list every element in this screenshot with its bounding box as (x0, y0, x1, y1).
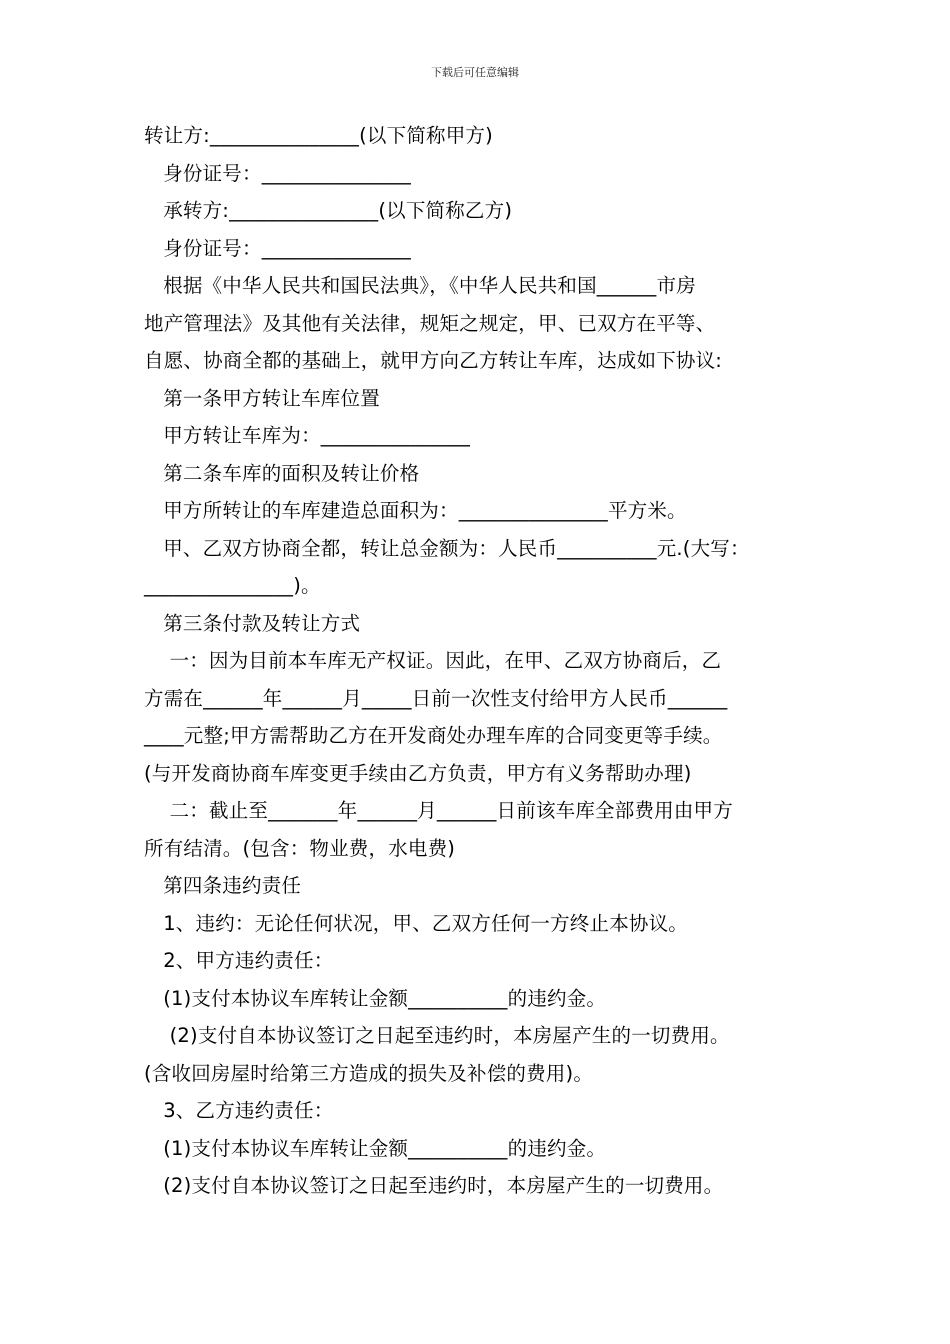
article-4-item-3-heading: 3、乙方违约责任： (144, 1099, 334, 1122)
transferee-id-line: 身份证号：_______________ (144, 236, 411, 260)
article-3-item-1-line-4: (与开发商协商车库变更手续由乙方负责，甲方有义务帮助办理) (144, 761, 692, 785)
article-4-heading: 第四条违约责任 (144, 874, 302, 897)
article-1-line: 甲方转让车库为：_______________ (144, 424, 471, 447)
article-3-item-1-line-1: 一：因为目前本车库无产权证。因此，在甲、乙双方协商后，乙 (144, 649, 722, 672)
article-2-area-line: 甲方所转让的车库建造总面积为：_______________平方米。 (144, 499, 687, 522)
preamble-line-1: 根据《中华人民共和国民法典》，《中华人民共和国______市房 (144, 274, 696, 297)
article-3-item-1-line-3: ____元整;甲方需帮助乙方在开发商处办理车库的合同变更等手续。 (144, 724, 723, 747)
article-1-heading: 第一条甲方转让车库位置 (144, 386, 380, 410)
article-3-item-2-line-1: 二：截止至_______年______月______日前该车库全部费用由甲方 (144, 799, 733, 822)
transferee-line: 承转方:_______________(以下简称乙方) (144, 199, 513, 222)
transferor-line: 转让方:_______________(以下简称甲方) (144, 124, 493, 147)
article-4-item-3-sub-1: (1)支付本协议车库转让金额__________的违约金。 (144, 1136, 607, 1160)
page-header: 下载后可任意编辑 (431, 66, 519, 79)
preamble-line-3: 自愿、协商全都的基础上，就甲方向乙方转让车库，达成如下协议: (144, 349, 723, 372)
article-4-item-1: 1、违约：无论任何状况，甲、乙双方任何一方终止本协议。 (144, 911, 689, 935)
article-4-item-2-sub-2-line-1: (2)支付自本协议签订之日起至违约时，本房屋产生的一切费用。 (144, 1024, 730, 1047)
article-3-item-1-line-2: 方需在______年______月_____日前一次性支付给甲方人民币______ (144, 686, 728, 710)
contract-body (144, 117, 824, 1205)
article-4-item-2-sub-2-line-2: (含收回房屋时给第三方造成的损失及补偿的费用)。 (144, 1061, 594, 1085)
article-4-item-2-sub-1: (1)支付本协议车库转让金额__________的违约金。 (144, 986, 607, 1010)
article-4-item-2-heading: 2、甲方违约责任： (144, 949, 334, 972)
preamble-line-2: 地产管理法》及其他有关法律，规矩之规定，甲、已双方在平等、 (144, 311, 716, 335)
article-2-price-line-2: _______________)。 (144, 574, 321, 597)
article-4-item-3-sub-2: (2)支付自本协议签订之日起至违约时，本房屋产生的一切费用。 (144, 1174, 724, 1197)
article-3-heading: 第三条付款及转让方式 (144, 611, 361, 635)
article-2-price-line-1: 甲、乙双方协商全都，转让总金额为：人民币__________元.(大写： (144, 536, 750, 560)
article-2-heading: 第二条车库的面积及转让价格 (144, 461, 420, 485)
transferor-id-line: 身份证号：_______________ (144, 161, 411, 185)
article-3-item-2-line-2: 所有结清。(包含：物业费，水电费) (144, 836, 456, 860)
